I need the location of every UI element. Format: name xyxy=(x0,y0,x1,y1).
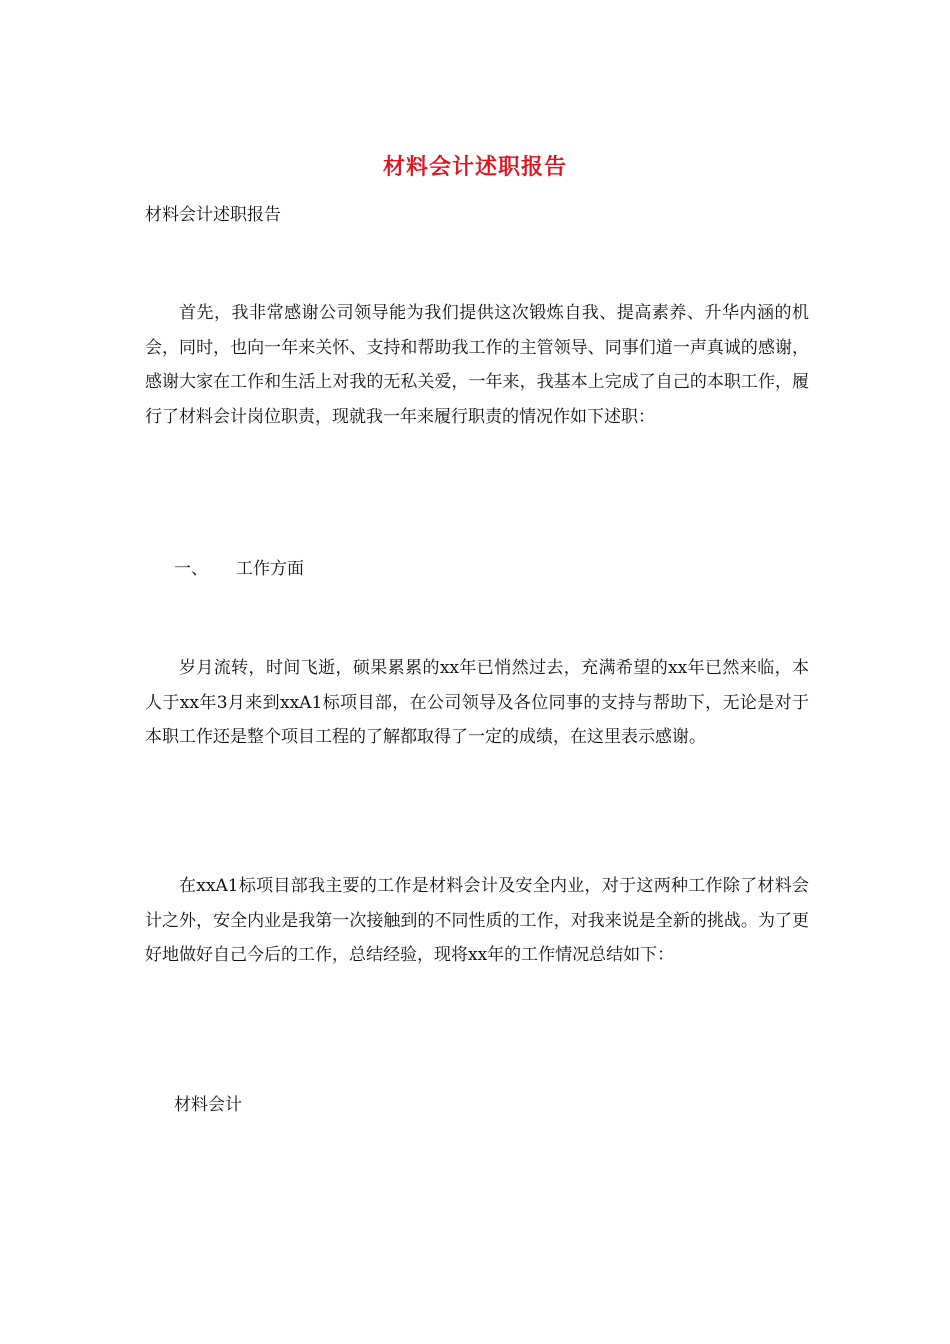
subsection-heading: 材料会计 xyxy=(174,1095,242,1115)
document-title: 材料会计述职报告 xyxy=(382,154,567,180)
section-title: 工作方面 xyxy=(236,559,304,579)
section-number: 一、 xyxy=(174,559,208,579)
document-subtitle: 材料会计述职报告 xyxy=(145,205,281,225)
section-heading xyxy=(174,554,304,579)
paragraph-duties: 在xxA1标项目部我主要的工作是材料会计及安全内业，对于这两种工作除了材料会计之外，安全内业是我第一次接触到的不同性质的工作，对我来说是全新的挑战。为了更好地做好自己今后的工作，总结经验，现将xx年的工作情况总结如下： xyxy=(145,876,809,965)
paragraph-review: 岁月流转，时间飞逝，硕果累累的xx年已悄然过去，充满希望的xx年已然来临，本人于xx年3月来到xxA1标项目部，在公司领导及各位同事的支持与帮助下，无论是对于本职工作还是整个项目工程的了解都取得了一定的成绩，在这里表示感谢。 xyxy=(145,658,809,747)
paragraph-intro: 首先，我非常感谢公司领导能为我们提供这次锻炼自我、提高素养、升华内涵的机会，同时，也向一年来关怀、支持和帮助我工作的主管领导、同事们道一声真诚的感谢，感谢大家在工作和生活上对我的无私关爱，一年来，我基本上完成了自己的本职工作，履行了材料会计岗位职责，现就我一年来履行职责的情况作如下述职： xyxy=(145,303,809,427)
